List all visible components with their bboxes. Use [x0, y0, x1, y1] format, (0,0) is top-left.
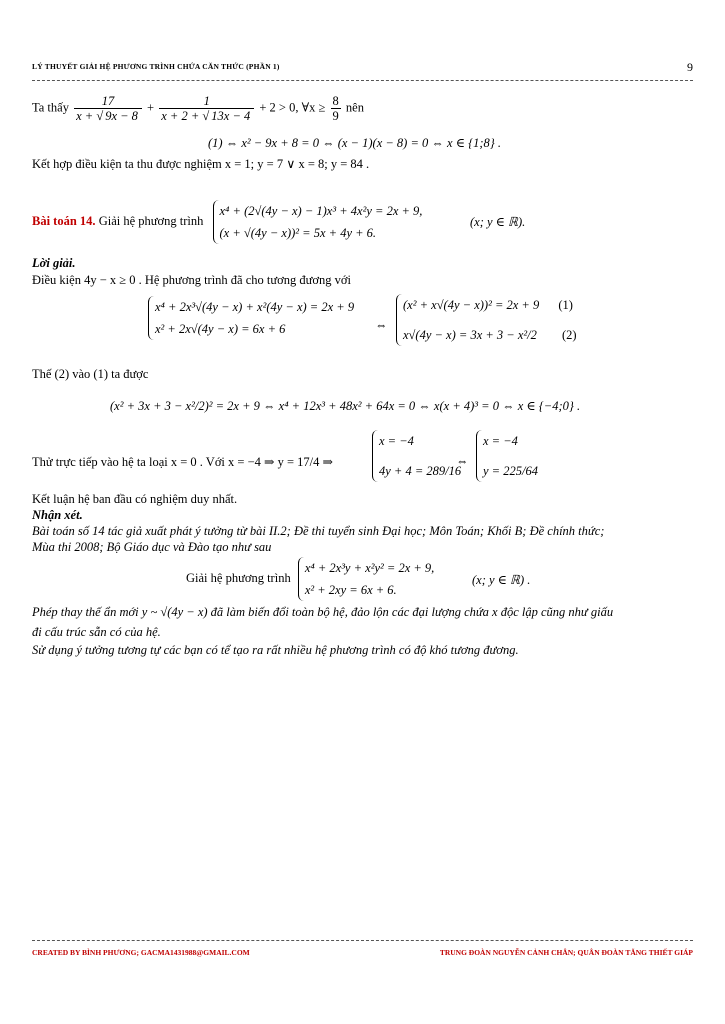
problem-14 [32, 200, 422, 244]
problem-system [213, 200, 423, 244]
remark-label: Nhận xét. [32, 508, 83, 522]
check-arrow: ⇔ [456, 454, 469, 468]
equivalent-system-right [396, 294, 577, 346]
equiv-left-eq2: x² + 2x√(4y − x) = 6x + 6 [155, 322, 286, 336]
check-sys2-a: x = −4 [483, 434, 518, 448]
remark-text-1: Bài toán số 14 tác giả xuất phát ý tưởng từ bài II.2; Đề thi tuyển sinh Đại học; Môn Toán; Khối B; Đề chính thức; [32, 524, 605, 538]
problem-domain: (x; y ∈ ℝ). [470, 215, 526, 229]
equivalence-arrow: ⇔ [375, 318, 388, 332]
problem-eq2: (x + √(4y − x))² = 5x + 4y + 6. [219, 226, 377, 240]
check-system-1 [372, 430, 461, 482]
equivalent-system-left [148, 296, 354, 340]
problem-eq1: x⁴ + (2√(4y − x) − 1)x³ + 4x²y = 2x + 9, [219, 204, 423, 218]
footer-left: CREATED BY BÌNH PHƯƠNG; GACMA1431988@GMAIL.COM [32, 948, 250, 957]
substitute-equation: (x² + 3x + 3 − x²/2)² = 2x + 9 ⇔ x⁴ + 12x³ + 48x² + 64x = 0 ⇔ x(x + 4)³ = 0 ⇔ x ∈ {−4;0} . [110, 399, 581, 413]
check-sys1-a: x = −4 [379, 434, 414, 448]
check-system-2 [476, 430, 538, 482]
remark-eq2: x² + 2xy = 6x + 6. [304, 583, 397, 597]
intro-prefix: Ta thấy [32, 100, 69, 115]
page-header-title: LÝ THUYẾT GIẢI HỆ PHƯƠNG TRÌNH CHỨA CĂN THỨC (PHẦN 1) [32, 62, 280, 71]
remark-text-2: Mùa thi 2008; Bộ Giáo dục và Đào tạo như sau [32, 540, 272, 554]
fraction-2: $\frac{1}{x + 2 + √ 13x - 4}$ [159, 94, 254, 123]
check-sys2-b: y = 225/64 [483, 464, 538, 478]
tag-1: (1) [558, 298, 573, 312]
footer-right: TRUNG ĐOÀN NGUYỄN CẢNH CHÂN; QUÂN ĐOÀN TĂNG THIẾT GIÁP [439, 948, 693, 957]
remark-eq1: x⁴ + 2x³y + x²y² = 2x + 9, [304, 561, 435, 575]
fraction-8-9: $\frac{8}{9}$ [332, 94, 339, 123]
footer-divider [32, 940, 693, 941]
condition-line: Điều kiện 4y − x ≥ 0 . Hệ phương trình đã cho tương đương với [32, 273, 351, 287]
intro-condition: + 2 > 0, ∀x ≥ [259, 100, 326, 115]
intro-suffix: nên [345, 100, 364, 115]
intro-line: Ta thấy $\frac{17}{x + √ 9x - 8}$ + $\frac{1}{x + 2 + √ 13x - 4}$ + 2 > 0, ∀x ≥ $\frac{8}{9}$ nên [32, 94, 364, 123]
final-text-1: Phép thay thế ẩn mới y ~ √(4y − x) đã làm biến đổi toàn bộ hệ, đảo lộn các đại lượng chứa x độc lập cũng như giấu [32, 605, 614, 619]
remark-problem-text: Giải hệ phương trình [186, 570, 291, 585]
final-text-2: đi cấu trúc sẵn có của hệ. [32, 625, 161, 639]
conclusion-line: Kết luận hệ ban đầu có nghiệm duy nhất. [32, 492, 238, 506]
equiv-right-eq2: x√(4y − x) = 3x + 3 − x²/2 [403, 328, 537, 342]
substitute-line: Thế (2) vào (1) ta được [32, 367, 149, 381]
check-line: Thử trực tiếp vào hệ ta loại x = 0 . Với x = −4 ⇒ y = 17/4 ⇒ [32, 455, 333, 469]
solution-label: Lời giải. [32, 256, 76, 270]
tag-2: (2) [562, 328, 577, 342]
remark-domain: (x; y ∈ ℝ) . [472, 573, 531, 587]
remark-problem [186, 557, 434, 601]
problem-text: Giải hệ phương trình [98, 213, 204, 228]
header-divider [32, 80, 693, 81]
check-sys1-b: 4y + 4 = 289/16 [379, 464, 462, 478]
combine-line: Kết hợp điều kiện ta thu được nghiệm x = 1; y = 7 ∨ x = 8; y = 84 . [32, 157, 370, 171]
final-text-3: Sử dụng ý tưởng tương tự các bạn có tể tạo ra rất nhiều hệ phương trình có độ khó tương đương. [32, 643, 519, 657]
equiv-right-eq1: (x² + x√(4y − x))² = 2x + 9 [403, 298, 540, 312]
fraction-1: $\frac{17}{x + √ 9x - 8}$ [74, 94, 142, 123]
equation-1-solution: (1) ⇔ x² − 9x + 8 = 0 ⇔ (x − 1)(x − 8) = 0 ⇔ x ∈ {1;8} . [208, 136, 501, 150]
equiv-left-eq1: x⁴ + 2x³√(4y − x) + x²(4y − x) = 2x + 9 [155, 300, 355, 314]
page-number: 9 [687, 60, 693, 74]
problem-label: Bài toán 14. [32, 213, 96, 228]
